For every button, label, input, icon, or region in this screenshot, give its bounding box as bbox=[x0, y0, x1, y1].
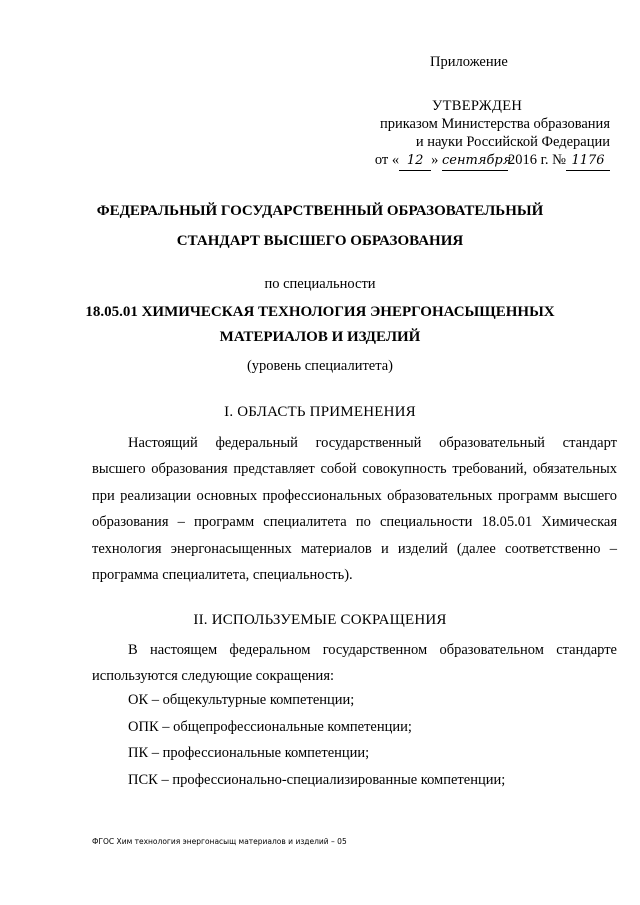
list-item: ПК – профессиональные компетенции; bbox=[128, 745, 370, 761]
list-item: ОК – общекультурные компетенции; bbox=[128, 692, 355, 708]
appendix-label: Приложение bbox=[430, 54, 508, 70]
document-title bbox=[0, 196, 640, 256]
section-1-paragraph bbox=[92, 430, 617, 588]
title-line-2: СТАНДАРТ ВЫСШЕГО ОБРАЗОВАНИЯ bbox=[176, 233, 464, 249]
page-footer: ФГОС Хим технология энергонасыщ материалов и изделий – 05 bbox=[92, 837, 347, 846]
specialty-level: (уровень специалитета) bbox=[246, 358, 394, 374]
section-1-text: Настоящий федеральный государственный образовательный стандарт высшего образования представляет собой совокупность требований, обязательных при реализации основных профессиональных образовательных программ высшего образования – программ специалитета по специальности 18.05.01 Химическая технология энергонасыщенных материалов и изделий (далее соответственно – программа специалитета, специальность). bbox=[92, 435, 617, 584]
list-item: ПСК – профессионально-специализированные компетенции; bbox=[128, 772, 506, 788]
approval-line-1: приказом Министерства образования bbox=[379, 116, 610, 132]
specialty-line-1: 18.05.01 ХИМИЧЕСКАЯ ТЕХНОЛОГИЯ ЭНЕРГОНАСЫЩЕННЫХ bbox=[85, 304, 555, 320]
section-2-heading: II. ИСПОЛЬЗУЕМЫЕ СОКРАЩЕНИЯ bbox=[193, 612, 447, 628]
order-day-close: » bbox=[431, 152, 439, 168]
section-2-text: В настоящем федеральном государственном образовательном стандарте используются следующие сокращения: bbox=[92, 642, 617, 685]
approved-title: УТВЕРЖДЕН bbox=[432, 98, 523, 114]
order-from-prefix: от « bbox=[374, 152, 400, 168]
order-number-handwritten: 1176 bbox=[566, 152, 610, 171]
order-day-handwritten: 12 bbox=[399, 152, 431, 171]
approval-block bbox=[340, 97, 610, 171]
order-date-line bbox=[340, 151, 610, 171]
specialty-title bbox=[0, 300, 640, 350]
title-line-1: ФЕДЕРАЛЬНЫЙ ГОСУДАРСТВЕННЫЙ ОБРАЗОВАТЕЛЬНЫЙ bbox=[96, 203, 544, 219]
section-1-heading: I. ОБЛАСТЬ ПРИМЕНЕНИЯ bbox=[224, 404, 416, 420]
order-year: 2016 г. № bbox=[507, 152, 566, 168]
specialty-line-2: МАТЕРИАЛОВ И ИЗДЕЛИЙ bbox=[219, 329, 421, 345]
specialty-intro: по специальности bbox=[264, 276, 376, 292]
list-item: ОПК – общепрофессиональные компетенции; bbox=[128, 719, 412, 735]
approval-line-2: и науки Российской Федерации bbox=[415, 134, 610, 150]
section-2-paragraph bbox=[92, 637, 617, 690]
order-month-handwritten: сентября bbox=[442, 152, 508, 171]
